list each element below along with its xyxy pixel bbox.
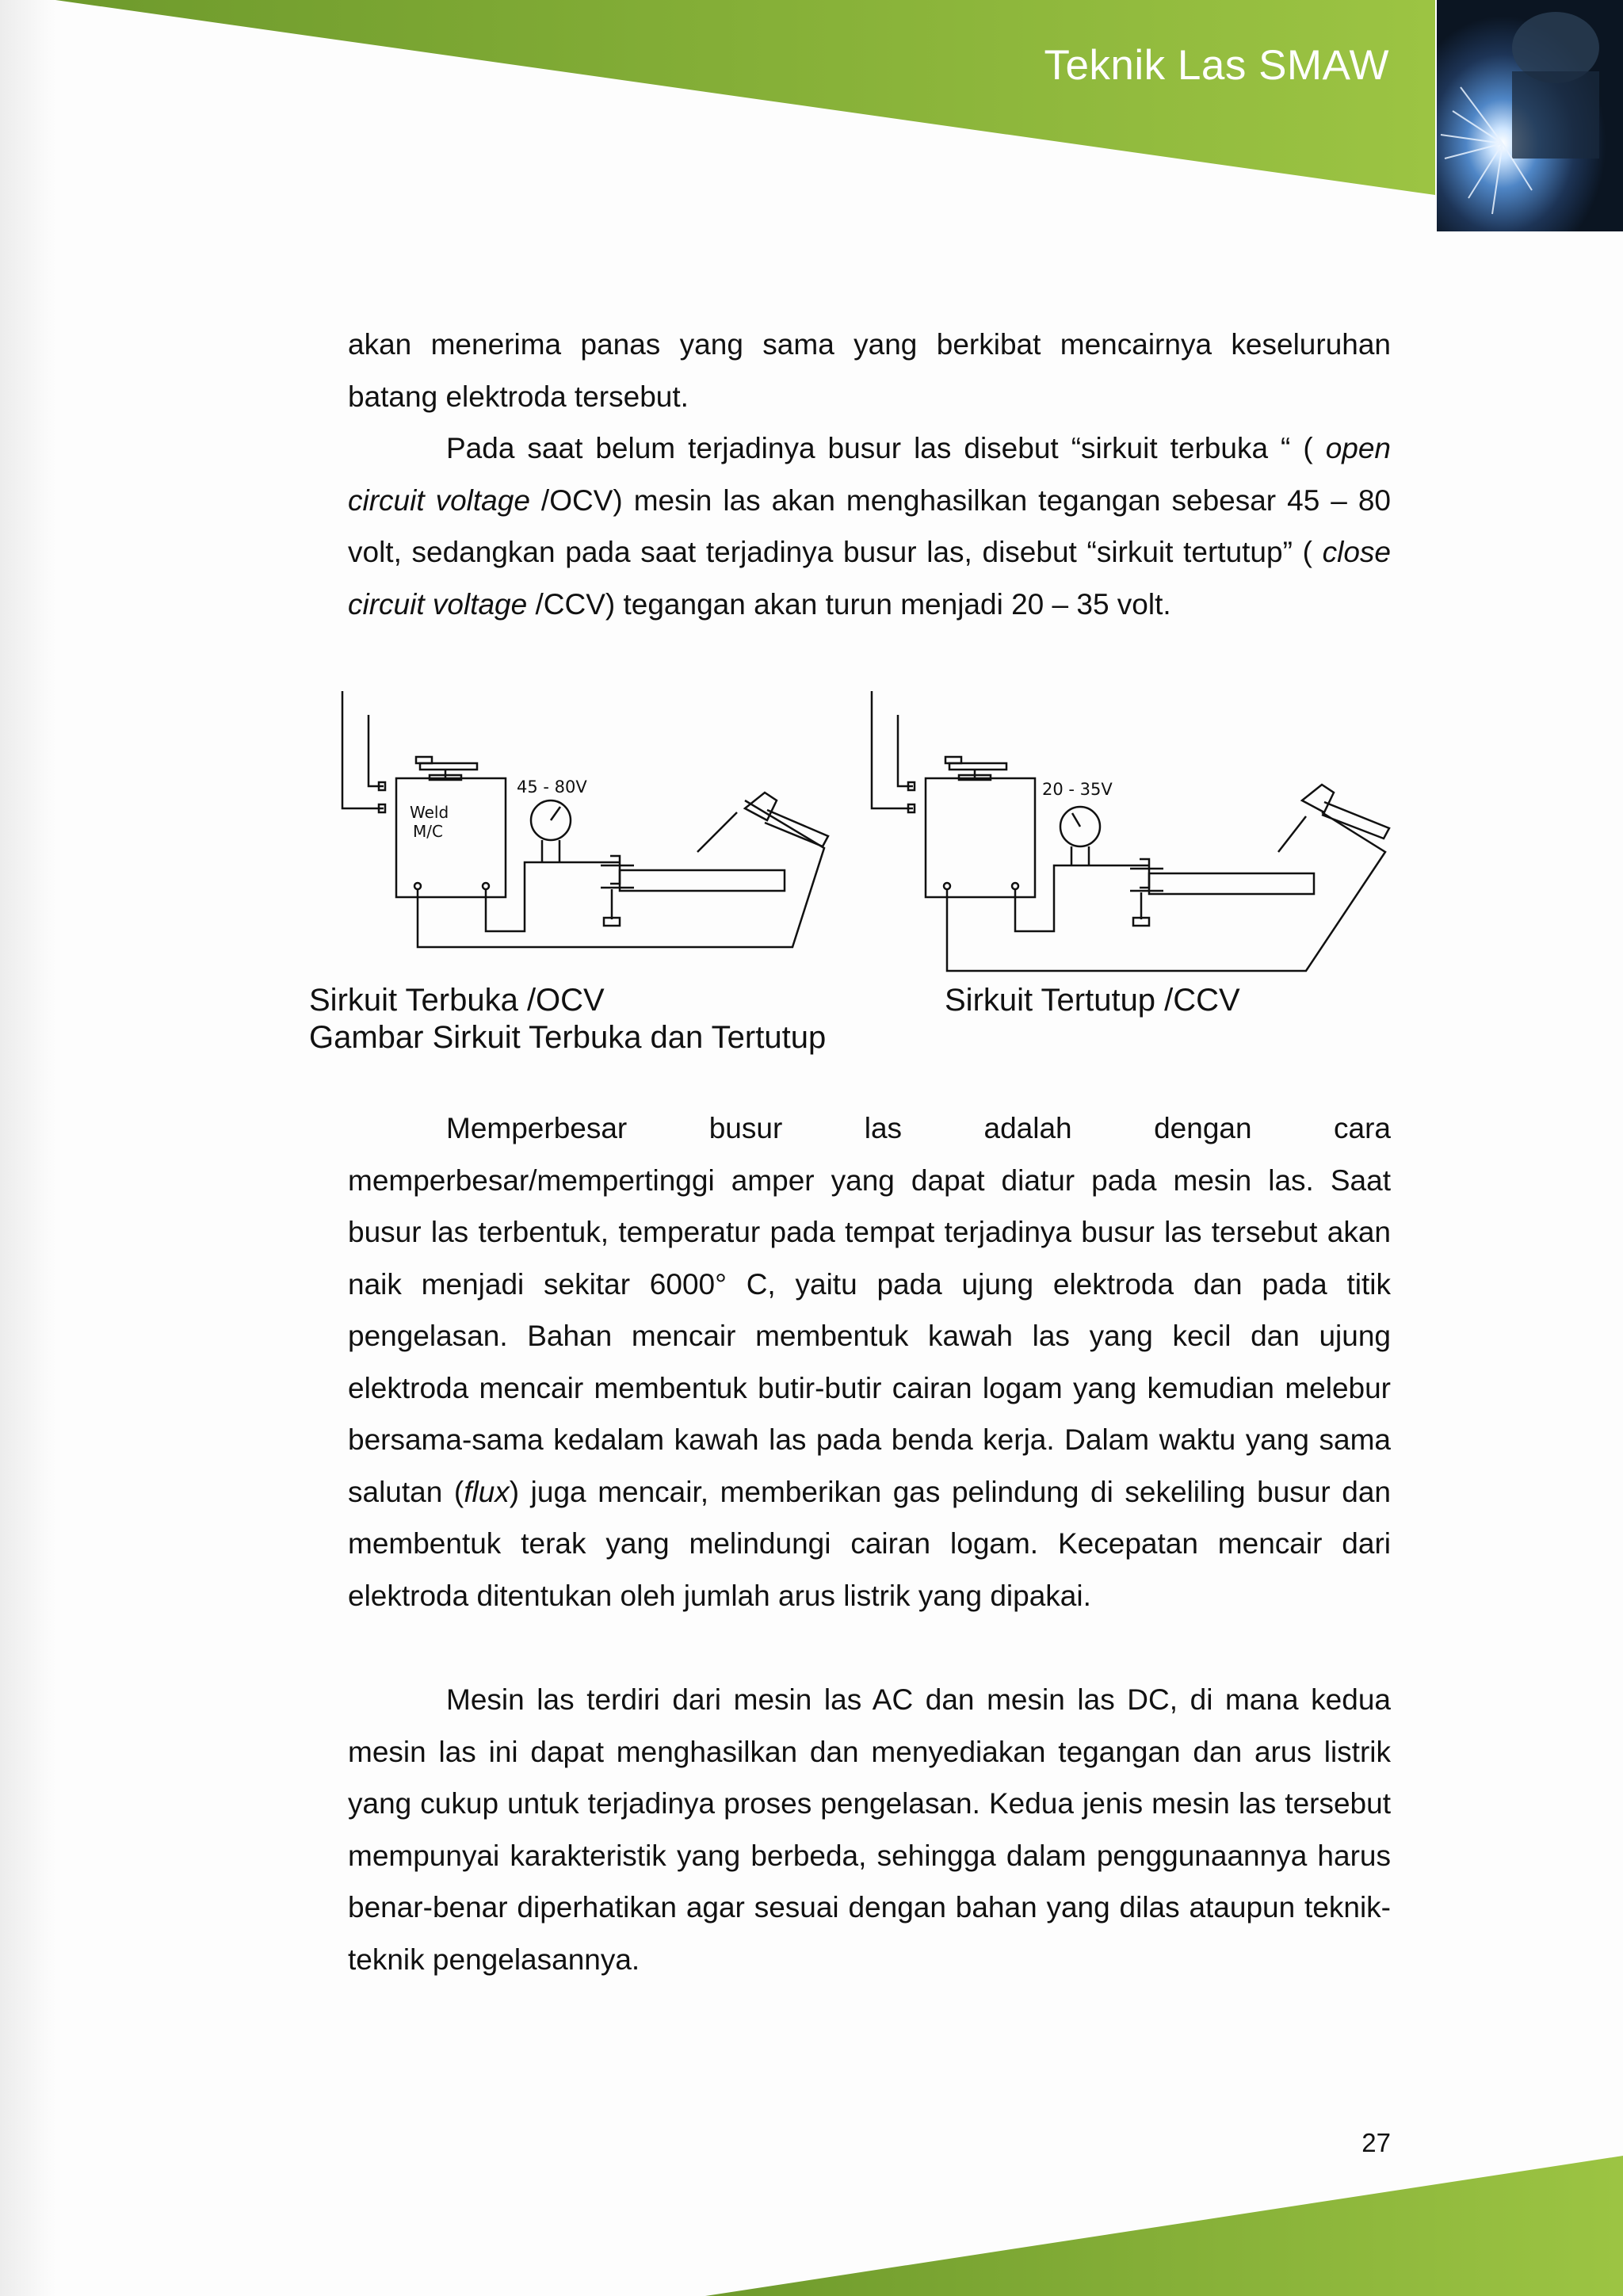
paragraph-3-italic: flux [464,1475,510,1508]
footer-green-wedge [705,2156,1623,2296]
caption-open-circuit: Sirkuit Terbuka /OCV [309,983,605,1018]
header-title: Teknik Las SMAW [1044,42,1389,89]
closed-voltage-label: 20 - 35V [1042,780,1113,799]
open-circuit-labels [410,777,587,841]
paragraph-3-first-line: Memperbesar busur las adalah dengan cara [446,1112,1391,1144]
paragraph-4 [348,1674,1391,1985]
circuit-figure [333,682,1395,983]
paragraph-1 [348,319,1391,422]
page-edge-shade [0,0,55,2296]
welding-photo [1435,0,1623,231]
closed-circuit-diagram [872,691,1389,971]
paragraph-2-text-b: /OCV) mesin las akan menghasilkan tegangan sebesar 45 – 80 volt, sedangkan pada saat terjadinya busur las, disebut “sirkuit tertutup” ( [348,483,1391,568]
paragraph-3 [348,1102,1391,1622]
paragraph-2-italic-a: open circuit voltage [348,432,1391,517]
weld-label: Weld [410,803,449,822]
paragraph-2-text-a: Pada saat belum terjadinya busur las disebut “sirkuit terbuka “ ( [446,432,1313,464]
figure-caption: Gambar Sirkuit Terbuka dan Tertutup [309,1020,827,1055]
paragraph-3-text-b: ) juga mencair, memberikan gas pelindung di sekeliling busur dan membentuk terak yang melindungi cairan logam. Kecepatan mencair dari elektroda ditentukan oleh jumlah arus listrik yang dipakai. [348,1475,1391,1612]
open-voltage-label: 45 - 80V [517,777,587,797]
header-band [0,0,1623,238]
paragraph-2-italic-b: close circuit voltage [348,536,1391,621]
footer-band [0,2156,1623,2296]
paragraph-2 [348,422,1391,630]
paragraph-2-text-c: /CCV) tegangan akan turun menjadi 20 – 35 volt. [535,587,1171,621]
header-green-wedge [55,0,1435,195]
caption-closed-circuit: Sirkuit Tertutup /CCV [945,983,1240,1018]
page-number: 27 [1361,2128,1391,2157]
paragraph-4-text: Mesin las terdiri dari mesin las AC dan mesin las DC, di mana kedua mesin las ini dapat menghasilkan dan menyediakan tegangan dan arus listrik yang cukup untuk terjadinya proses pengelasan. Kedua jenis mesin las tersebut mempunyai karakteristik yang berbeda, sehingga dalam penggunaannya harus benar-benar diperhatikan agar sesuai dengan bahan yang dilas ataupun teknik-teknik pengelasannya. [348,1683,1391,1976]
mc-label: M/C [413,822,443,841]
paragraph-1-text: akan menerima panas yang sama yang berkibat mencairnya keseluruhan batang elektroda tersebut. [348,328,1391,413]
paragraph-3-text-a: memperbesar/mempertinggi amper yang dapat diatur pada mesin las. Saat busur las terbentuk, temperatur pada tempat terjadinya busur las tersebut akan naik menjadi sekitar 6000° C, yaitu pada ujung elektroda dan pada titik pengelasan. Bahan mencair membentuk kawah las yang kecil dan ujung elektroda mencair membentuk butir-butir cairan logam yang kemudian melebur bersama-sama kedalam kawah las pada benda kerja. Dalam waktu yang sama salutan ( [348,1163,1391,1508]
